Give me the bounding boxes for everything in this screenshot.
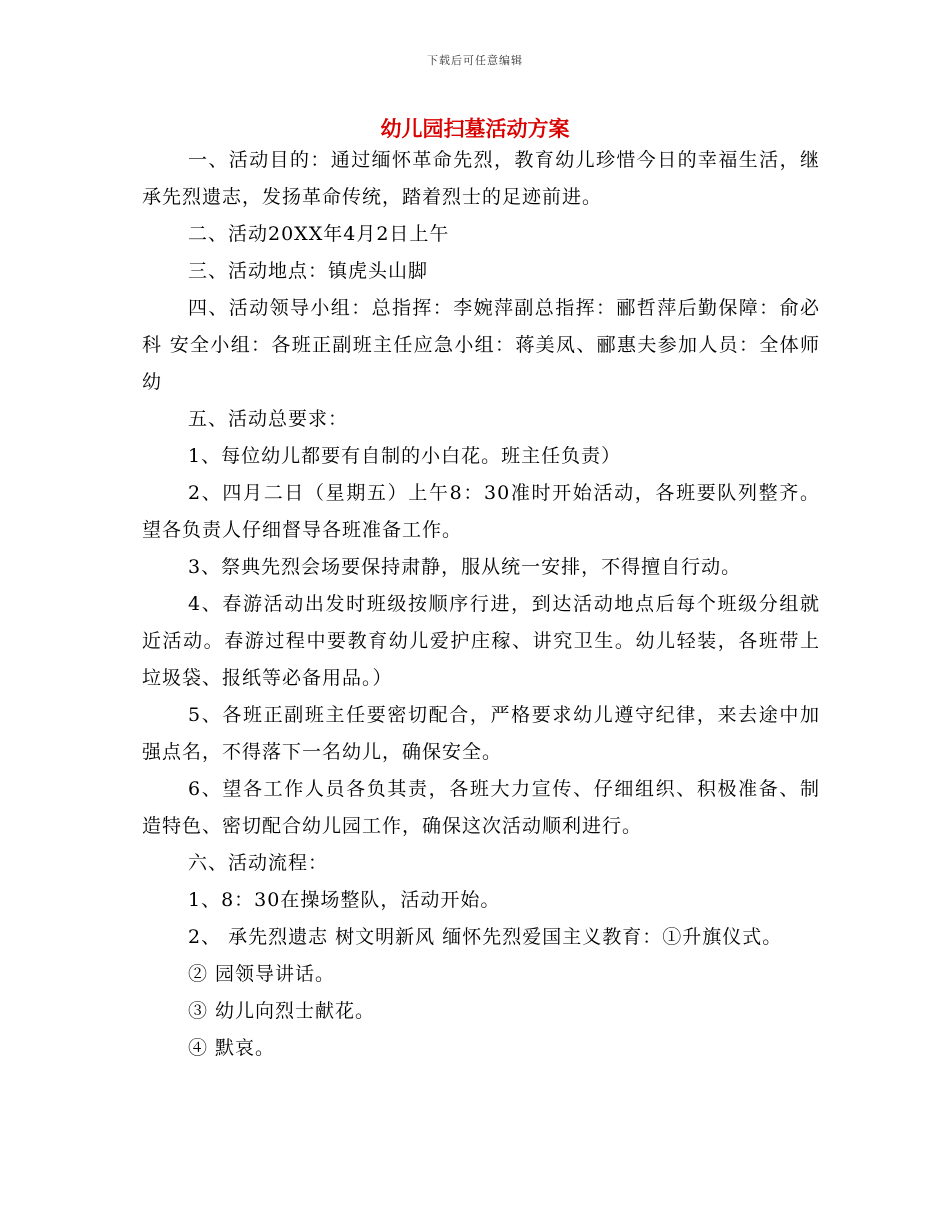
paragraph-requirement-6: 6、望各工作人员各负其责，各班大力宣传、仔细组织、积极准备、制造特色、密切配合幼儿园工作，确保这次活动顺利进行。 [142,778,820,837]
paragraph-process-speech: ② 园领导讲话。 [188,963,336,985]
paragraph-process-2: 2、 承先烈遗志 树文明新风 缅怀先烈爱国主义教育：①升旗仪式。 [188,926,783,948]
paragraph-requirement-2: 2、四月二日（星期五）上午8：30准时开始活动，各班要队列整齐。望各负责人仔细督导各班准备工作。 [142,482,820,541]
document-title: 幼儿园扫墓活动方案 [380,116,570,141]
paragraph-purpose: 一、活动目的：通过缅怀革命先烈，教育幼儿珍惜今日的幸福生活，继承先烈遗志，发扬革命传统，踏着烈士的足迹前进。 [142,149,820,208]
paragraph-location: 三、活动地点：镇虎头山脚 [188,260,429,282]
paragraph-process-silence: ④ 默哀。 [188,1037,276,1059]
document-body [142,142,820,1067]
paragraph-requirement-1: 1、每位幼儿都要有自制的小白花。班主任负责） [188,445,622,467]
paragraph-leadership: 四、活动领导小组：总指挥：李婉萍副总指挥：郦哲萍后勤保障：俞必科 安全小组：各班正副班主任应急小组：蒋美凤、郦惠夫参加人员：全体师幼 [142,297,820,393]
paragraph-process-flowers: ③ 幼儿向烈士献花。 [188,1000,376,1022]
paragraph-time: 二、活动20XX年4月2日上午 [188,223,450,245]
paragraph-requirement-4: 4、春游活动出发时班级按顺序行进，到达活动地点后每个班级分组就近活动。春游过程中要教育幼儿爱护庄稼、讲究卫生。幼儿轻装，各班带上垃圾袋、报纸等必备用品。） [142,593,820,689]
paragraph-requirements-heading: 五、活动总要求： [188,408,349,430]
header-note: 下载后可任意编辑 [427,54,523,67]
paragraph-requirement-3: 3、祭典先烈会场要保持肃静，服从统一安排，不得擅自行动。 [188,556,742,578]
paragraph-process-1: 1、8：30在操场整队，活动开始。 [188,889,501,911]
paragraph-requirement-5: 5、各班正副班主任要密切配合，严格要求幼儿遵守纪律，来去途中加强点名，不得落下一名幼儿，确保安全。 [142,704,820,763]
paragraph-process-heading: 六、活动流程： [188,852,329,874]
